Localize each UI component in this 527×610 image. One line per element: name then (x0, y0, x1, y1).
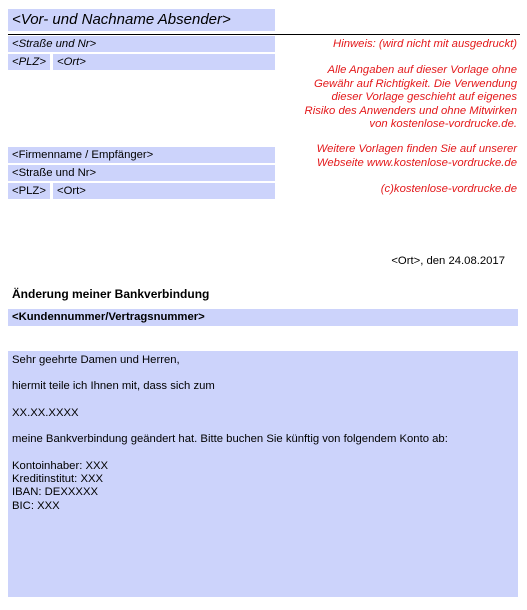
recipient-city: <Ort> (57, 185, 86, 197)
recipient-company: <Firmenname / Empfänger> (12, 149, 154, 161)
customer-number: <Kundennummer/Vertragsnummer> (12, 311, 205, 323)
letter-iban: IBAN: DEXXXXX (12, 486, 99, 498)
letter-intro: hiermit teile ich Ihnen mit, dass sich zum (12, 380, 215, 392)
header-rule (8, 34, 520, 35)
letter-bic: BIC: XXX (12, 500, 60, 512)
letter-date-placeholder: XX.XX.XXXX (12, 407, 79, 419)
letter-changed: meine Bankverbindung geändert hat. Bitte buchen Sie künftig von folgendem Konto ab: (12, 433, 448, 445)
letter-account-holder: Kontoinhaber: XXX (12, 460, 109, 472)
letter-salutation: Sehr geehrte Damen und Herren, (12, 354, 180, 366)
notice-line-1: Alle Angaben auf dieser Vorlage ohne (327, 64, 517, 76)
notice-copyright: (c)kostenlose-vordrucke.de (380, 183, 517, 195)
subject: Änderung meiner Bankverbindung (12, 287, 210, 301)
notice-title: Hinweis: (wird nicht mit ausgedruckt) (333, 38, 517, 50)
notice-line-5: von kostenlose-vordrucke.de. (369, 118, 517, 130)
sender-city: <Ort> (57, 56, 86, 68)
sender-street: <Straße und Nr> (12, 38, 97, 50)
notice-line-7: Webseite www.kostenlose-vordrucke.de (316, 157, 517, 169)
recipient-zip: <PLZ> (12, 185, 46, 197)
notice-line-6: Weitere Vorlagen finden Sie auf unserer (316, 143, 517, 155)
sender-city-field[interactable] (53, 54, 275, 70)
recipient-street: <Straße und Nr> (12, 167, 97, 179)
notice-line-3: dieser Vorlage geschieht auf eigenes (331, 91, 517, 103)
notice-line-4: Risiko des Anwenders und ohne Mitwirken (304, 105, 517, 117)
place-date: <Ort>, den 24.08.2017 (391, 255, 505, 267)
letter-bank: Kreditinstitut: XXX (12, 473, 104, 485)
notice-line-2: Gewähr auf Richtigkeit. Die Verwendung (313, 78, 517, 90)
sender-zip: <PLZ> (12, 56, 46, 68)
sender-name: <Vor- und Nachname Absender> (12, 11, 231, 28)
recipient-city-field[interactable] (53, 183, 275, 199)
